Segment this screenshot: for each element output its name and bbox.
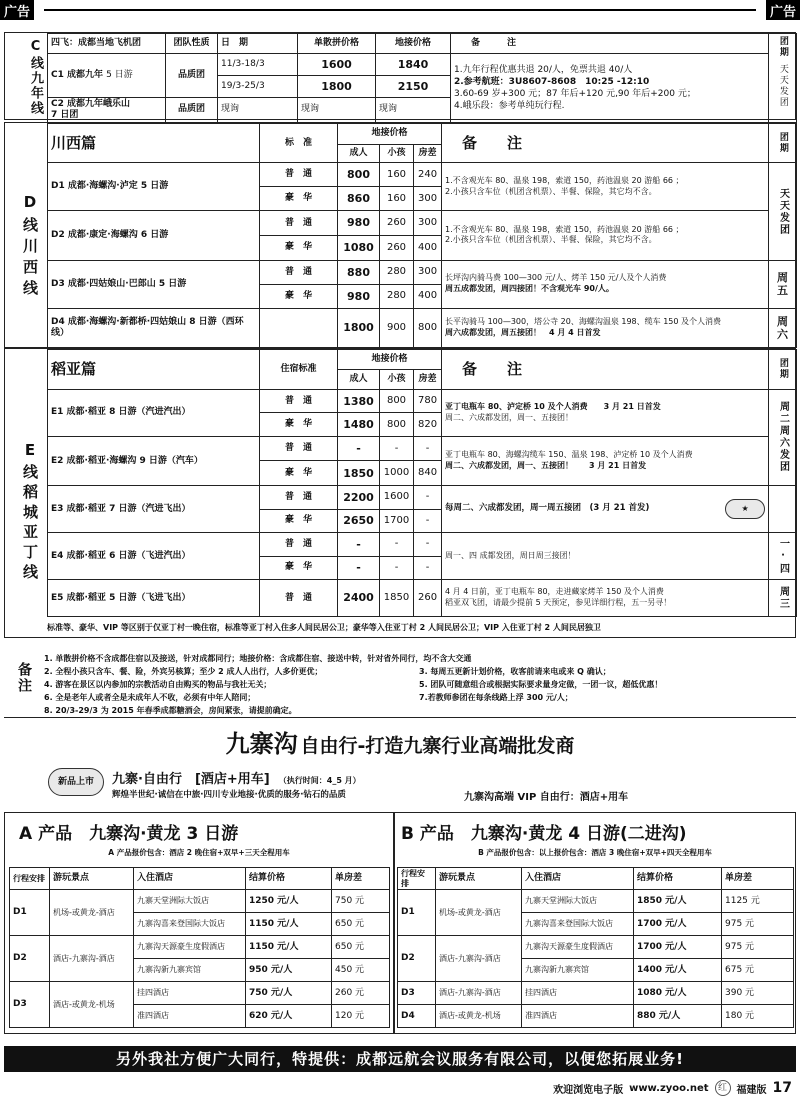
d3-child-2: 280 [380, 284, 414, 308]
d3-room-2: 400 [414, 284, 442, 308]
a-d3: D3 [10, 982, 50, 1028]
a-d2-spot: 酒店-九寨沟-酒店 [50, 936, 134, 982]
e-remark-head: 备 注 [442, 350, 769, 390]
c-line-side-label: C线九年线 [28, 38, 43, 116]
c-h-route: 四飞：成都当地飞机团 [48, 34, 166, 54]
d-child-head: 小孩 [380, 144, 414, 163]
d2-child-1: 260 [380, 211, 414, 236]
c2-date: 现询 [218, 98, 298, 123]
c1-date: 11/3-18/3 [218, 54, 298, 76]
e-price-head: 地接价格 [338, 350, 442, 370]
d-adult-head: 成人 [338, 144, 380, 163]
b-h-room: 单房差 [722, 868, 794, 890]
a-d2-hotel-2: 九寨沟新九寨宾馆 [134, 959, 246, 982]
c-line-section [4, 32, 796, 120]
a-d1-spot: 机场-或黄龙-酒店 [50, 890, 134, 936]
e5-child: 1850 [380, 580, 414, 617]
d-remark-head: 备 注 [442, 124, 769, 163]
e1-remark: 亚丁电瓶车 80、泸定桥 10 及个人消费 3 月 21 日首发 周二、六成都发团，周一、五接团！ [442, 389, 769, 436]
a-d3-price-1: 750 元/人 [246, 982, 332, 1005]
d2-adult-2: 1080 [338, 235, 380, 260]
e3-remark: 每周二、六成都发团，周一周五接团 (3 月 21 首发) ★ [442, 486, 769, 533]
d4-room: 800 [414, 308, 442, 347]
e2-adult-1: - [338, 436, 380, 461]
a-d3-hotel-2: 准四酒店 [134, 1005, 246, 1028]
e4-std-1: 普 通 [260, 533, 338, 557]
product-a-sub: A 产品报价包含：酒店 2 晚住宿+双早+三天全程用车 [108, 848, 290, 857]
a-d3-room-2: 120 元 [332, 1005, 390, 1028]
e-sched-5: 周三 [769, 580, 797, 617]
jzg-headline: 九寨沟 自由行-打造九寨行业高端批发商 [225, 730, 575, 758]
e5-name: E5 成都·稻亚 5 日游（飞进飞出） [48, 580, 260, 617]
e5-std: 普 通 [260, 580, 338, 617]
jzg-vip: 九寨沟高端 VIP 自由行：酒店+用车 [464, 792, 629, 803]
e-line-table [47, 349, 797, 617]
a-h-hotel: 入住酒店 [134, 868, 246, 890]
e3-adult-1: 2200 [338, 486, 380, 510]
d1-adult-2: 860 [338, 187, 380, 211]
e4-room-1: - [414, 533, 442, 557]
e1-room-2: 820 [414, 413, 442, 437]
b-d3-spot: 酒店-九寨沟-酒店 [436, 982, 522, 1005]
e1-room-1: 780 [414, 389, 442, 413]
note-4: 4. 游客在景区以内参加的宗教活动自由购买的物品与我社无关； [44, 680, 272, 689]
d2-std-1: 普 通 [260, 211, 338, 236]
d-std-head: 标 准 [260, 124, 338, 163]
product-b [394, 812, 796, 1034]
d-sched-4: 周六 [769, 308, 797, 347]
d1-std-2: 豪 华 [260, 187, 338, 211]
e-child-head: 小孩 [380, 370, 414, 389]
jzg-brand-row [0, 764, 800, 806]
d4-child: 900 [380, 308, 414, 347]
e4-adult-2: - [338, 556, 380, 580]
d2-name: D2 成都·康定·海螺沟 6 日游 [48, 211, 260, 261]
a-d1-hotel-1: 九寨天堂洲际大饭店 [134, 890, 246, 913]
e4-adult-1: - [338, 533, 380, 557]
d2-std-2: 豪 华 [260, 235, 338, 260]
e2-adult-2: 1850 [338, 461, 380, 486]
d2-adult-1: 980 [338, 211, 380, 236]
d3-child-1: 280 [380, 260, 414, 284]
b-d3-room: 390 元 [722, 982, 794, 1005]
c1-p2: 1840 [376, 54, 451, 76]
d3-adult-1: 880 [338, 260, 380, 284]
page-number: 17 [772, 1080, 792, 1096]
e-std-head: 住宿标准 [260, 350, 338, 390]
jzg-brand: 九寨·自由行 [酒店+用车] （执行时间：4_5 月） [112, 772, 361, 787]
note-3: 3. 每周五更新计划价格，收客前请来电或来 Q 确认； [419, 667, 611, 676]
e4-child-2: - [380, 556, 414, 580]
e3-child-2: 1700 [380, 509, 414, 533]
ad-tag-right: 广告 [766, 0, 800, 20]
c-h-type: 团队性质 [166, 34, 218, 54]
d-room-head: 房差 [414, 144, 442, 163]
b-d1: D1 [398, 890, 436, 936]
e-room-head: 房差 [414, 370, 442, 389]
d-line-section [4, 122, 796, 348]
c-h-remark: 备 注 [451, 34, 769, 54]
c-schedule: 天天发团 [777, 64, 788, 108]
d4-name: D4 成都·海螺沟·新都桥·四姑娘山 8 日游（西环线） [48, 308, 260, 347]
e-sched-4: 一·四 [769, 533, 797, 580]
c-h-p1: 单散拼价格 [298, 34, 376, 54]
c-remark: 1.九年行程优惠共退 20/人，免票共退 40/人 2.参考航班：3U8607-8608 10:25 -12:10 3.60-69 岁+300 元；87 年后+120 元,90 年后+200 元； 4.峨乐段：参考单纯玩行程. [451, 54, 769, 123]
c1-name: C1 成都九年 5 日游 [48, 54, 166, 98]
a-d2-room-1: 650 元 [332, 936, 390, 959]
a-d2-room-2: 450 元 [332, 959, 390, 982]
d-price-head: 地接价格 [338, 124, 442, 145]
d1-room-2: 300 [414, 187, 442, 211]
product-a-table [9, 867, 390, 1028]
d1-std-1: 普 通 [260, 163, 338, 187]
footer-url[interactable]: www.zyoo.net [629, 1082, 709, 1094]
d3-std-2: 豪 华 [260, 284, 338, 308]
e4-name: E4 成都·稻亚 6 日游（飞进汽出） [48, 533, 260, 580]
c-sched-cell: 团期 天天发团 [769, 34, 797, 123]
d3-remark: 长坪沟内骑马费 100—300 元/人、烤羊 150 元/人及个人消费 周五成都发团，周四接团！不含观光车 90/人。 [442, 260, 769, 308]
c2-name: C2 成都九年峨乐山 7 日团 [48, 98, 166, 123]
c-line-table [47, 33, 797, 123]
b-d1-hotel-2: 九寨沟喜来登国际大饭店 [522, 913, 634, 936]
footer [553, 1078, 792, 1098]
b-d2: D2 [398, 936, 436, 982]
b-d2-hotel-1: 九寨沟天源豪生度假酒店 [522, 936, 634, 959]
b-d1-price-1: 1850 元/人 [634, 890, 722, 913]
d2-room-2: 400 [414, 235, 442, 260]
b-d4-room: 180 元 [722, 1005, 794, 1028]
d1-name: D1 成都·海螺沟·泸定 5 日游 [48, 163, 260, 211]
a-d1: D1 [10, 890, 50, 936]
b-d1-spot: 机场-或黄龙-酒店 [436, 890, 522, 936]
e3-child-1: 1600 [380, 486, 414, 510]
b-d1-room-1: 1125 元 [722, 890, 794, 913]
note-1: 1. 单散拼价格不含成都住宿以及接送，针对成都同行；地接价格：含成都住宿、接送中转，针对省外同行，均不含大交通 [44, 654, 472, 663]
c-h-p2: 地接价格 [376, 34, 451, 54]
b-d4-spot: 酒店-或黄龙-机场 [436, 1005, 522, 1028]
d1-child-2: 160 [380, 187, 414, 211]
notes-label: 备注 [16, 662, 32, 694]
top-rule [44, 9, 756, 11]
product-a-title: A 产品 九寨沟·黄龙 3 日游 [19, 824, 239, 844]
e3-adult-2: 2650 [338, 509, 380, 533]
d4-std [260, 308, 338, 347]
c-h-date: 日 期 [218, 34, 298, 54]
c1b-p1: 1800 [298, 76, 376, 98]
product-b-table [397, 867, 794, 1028]
b-d2-price-2: 1400 元/人 [634, 959, 722, 982]
e1-adult-1: 1380 [338, 389, 380, 413]
e4-remark: 周一、四 成都发团，周日周三接团！ [442, 533, 769, 580]
e-adult-head: 成人 [338, 370, 380, 389]
a-h-price: 结算价格 [246, 868, 332, 890]
e-sched-head: 团期 [769, 350, 797, 390]
e1-std-1: 普 通 [260, 389, 338, 413]
b-d4-price: 880 元/人 [634, 1005, 722, 1028]
a-d1-price-1: 1250 元/人 [246, 890, 332, 913]
a-d2-price-1: 1150 元/人 [246, 936, 332, 959]
d1-adult-1: 800 [338, 163, 380, 187]
e-title: 稻亚篇 [48, 350, 260, 390]
d1-remark: 1.不含观光车 80、温泉 198，索道 150，药池温泉 20 游船 66 ； 2.小孩只含车位（机团含机票）、半餐、保险，其它均不含。 [442, 163, 769, 211]
e5-remark: 4 月 4 日前，亚丁电瓶车 80，走进藏家烤羊 150 及个人消费 稻亚双飞团，请最少提前 5 天预定，参见详细行程，五一另寻！ [442, 580, 769, 617]
b-d3: D3 [398, 982, 436, 1005]
b-d2-room-1: 975 元 [722, 936, 794, 959]
product-b-sub: B 产品报价包含：以上报价包含：酒店 3 晚住宿+双早+四天全程用车 [478, 848, 712, 857]
e2-room-1: - [414, 436, 442, 461]
e3-std-1: 普 通 [260, 486, 338, 510]
e2-std-1: 普 通 [260, 436, 338, 461]
e3-room-2: - [414, 509, 442, 533]
e-sched-1: 周二 周六发团 [769, 389, 797, 485]
e1-child-2: 800 [380, 413, 414, 437]
a-d2-price-2: 950 元/人 [246, 959, 332, 982]
d1-child-1: 160 [380, 163, 414, 187]
c1b-p2: 2150 [376, 76, 451, 98]
note-5: 5. 团队可随意组合或根据实际要求量身定做，一团一议，超低优惠！ [419, 680, 663, 689]
d3-std-1: 普 通 [260, 260, 338, 284]
e5-room: 260 [414, 580, 442, 617]
e-line-section [4, 348, 796, 638]
a-h-spot: 游玩景点 [50, 868, 134, 890]
jzg-logo-icon: 新品上市 [48, 768, 104, 796]
e2-child-2: 1000 [380, 461, 414, 486]
note-6: 6. 全是老年人或者全是未成年人不收，必须有中年人陪同； [44, 693, 256, 702]
a-d3-price-2: 620 元/人 [246, 1005, 332, 1028]
b-d2-spot: 酒店-九寨沟-酒店 [436, 936, 522, 982]
c1-type: 品质团 [166, 54, 218, 98]
e-line-side-label: E线稻城亚丁线 [21, 441, 39, 584]
e2-std-2: 豪 华 [260, 461, 338, 486]
a-d1-room-1: 750 元 [332, 890, 390, 913]
c2-type: 品质团 [166, 98, 218, 123]
d-sched-1: 天天发团 [769, 163, 797, 260]
notes-body [44, 652, 794, 717]
d-line-table [47, 123, 797, 348]
a-d2: D2 [10, 936, 50, 982]
d2-remark: 1.不含观光车 80、温泉 198，索道 150，药池温泉 20 游船 66 ； 2.小孩只含车位（机团含机票）、半餐、保险，其它均不含。 [442, 211, 769, 261]
a-d1-price-2: 1150 元/人 [246, 913, 332, 936]
note-2: 2. 全程小孩只含车、餐、险，外宾另核算；至少 2 成人人出行，人多价更优； [44, 667, 323, 676]
d4-adult: 1800 [338, 308, 380, 347]
b-d1-room-2: 975 元 [722, 913, 794, 936]
c1-p1: 1600 [298, 54, 376, 76]
c2-p1: 现询 [298, 98, 376, 123]
c1b-date: 19/3-25/3 [218, 76, 298, 98]
a-h-room: 单房差 [332, 868, 390, 890]
e1-adult-2: 1480 [338, 413, 380, 437]
e2-room-2: 840 [414, 461, 442, 486]
e2-name: E2 成都·稻亚·海螺沟 9 日游（汽车） [48, 436, 260, 485]
b-d1-price-2: 1700 元/人 [634, 913, 722, 936]
d-line-side-label: D线川西线 [21, 193, 39, 301]
b-d4: D4 [398, 1005, 436, 1028]
b-d4-hotel: 准四酒店 [522, 1005, 634, 1028]
a-d2-hotel-1: 九寨沟天源豪生度假酒店 [134, 936, 246, 959]
footer-edition: 福建版 [736, 1084, 767, 1096]
bottom-banner: 另外我社方便广大同行，特提供：成都远航会议服务有限公司，以便您拓展业务! [4, 1046, 796, 1072]
d3-room-1: 300 [414, 260, 442, 284]
e3-name: E3 成都·稻亚 7 日游（汽进飞出） [48, 486, 260, 533]
new-product-logo-icon: ★ [725, 499, 765, 519]
note-7: 7.若教师参团在每条线路上浮 300 元/人； [419, 693, 573, 702]
d2-child-2: 260 [380, 235, 414, 260]
product-a [4, 812, 394, 1034]
a-h-day: 行程安排 [10, 868, 50, 890]
b-h-spot: 游玩景点 [436, 868, 522, 890]
e3-room-1: - [414, 486, 442, 510]
d4-remark: 长平沟骑马 100—300，塔公寺 20、海螺沟温泉 198、缆车 150 及个人消费 周六成都发团，周五接团！ 4 月 4 日首发 [442, 308, 769, 347]
b-d2-hotel-2: 九寨沟新九寨宾馆 [522, 959, 634, 982]
d-sched-head: 团期 [769, 124, 797, 163]
footer-logo-icon: 红 [715, 1080, 731, 1096]
b-d1-hotel-1: 九寨天堂洲际大饭店 [522, 890, 634, 913]
d3-name: D3 成都·四姑娘山·巴郎山 5 日游 [48, 260, 260, 308]
e2-remark: 亚丁电瓶车 80、海螺沟缆车 150、温泉 198、泸定桥 10 及个人消费 周二、六成都发团，周一、五接团！ 3 月 21 日首发 [442, 436, 769, 485]
a-d1-hotel-2: 九寨沟喜来登国际大饭店 [134, 913, 246, 936]
e-footnote: 标准等、豪华、VIP 等区别于仅亚丁村一晚住宿，标准等亚丁村入住多人间民居公卫；豪华等入住亚丁村 2 人间民居公卫；VIP 入住亚丁村 2 人间民居独卫 [47, 623, 601, 632]
e4-room-2: - [414, 556, 442, 580]
b-h-price: 结算价格 [634, 868, 722, 890]
e-sched-3 [769, 486, 797, 533]
d1-room-1: 240 [414, 163, 442, 187]
jzg-slogan: 辉煌半世纪·诚信在中旅·四川专业地接·优质的服务·钻石的品质 [112, 790, 346, 800]
a-d3-room-1: 260 元 [332, 982, 390, 1005]
b-d2-price-1: 1700 元/人 [634, 936, 722, 959]
d-title: 川西篇 [48, 124, 260, 163]
a-d1-room-2: 650 元 [332, 913, 390, 936]
notes-section [4, 648, 796, 718]
b-d2-room-2: 675 元 [722, 959, 794, 982]
e2-child-1: - [380, 436, 414, 461]
c2-p2: 现询 [376, 98, 451, 123]
a-d3-hotel-1: 挂四酒店 [134, 982, 246, 1005]
e1-name: E1 成都·稻亚 8 日游（汽进汽出） [48, 389, 260, 436]
b-d3-hotel: 挂四酒店 [522, 982, 634, 1005]
e4-child-1: - [380, 533, 414, 557]
d2-room-1: 300 [414, 211, 442, 236]
note-8: 8. 20/3-29/3 为 2015 年春季成都糖酒会，房间紧张，请提前确定。 [44, 706, 297, 715]
b-h-hotel: 入住酒店 [522, 868, 634, 890]
e1-std-2: 豪 华 [260, 413, 338, 437]
ad-tag-left: 广告 [0, 0, 34, 20]
footer-welcome: 欢迎浏览电子版 [553, 1084, 624, 1096]
d3-adult-2: 980 [338, 284, 380, 308]
e3-std-2: 豪 华 [260, 509, 338, 533]
product-b-title: B 产品 九寨沟·黄龙 4 日游(二进沟) [401, 824, 687, 844]
a-d3-spot: 酒店-或黄龙-机场 [50, 982, 134, 1028]
d-sched-3: 周五 [769, 260, 797, 308]
e4-std-2: 豪 华 [260, 556, 338, 580]
e5-adult: 2400 [338, 580, 380, 617]
b-h-day: 行程安排 [398, 868, 436, 890]
e1-child-1: 800 [380, 389, 414, 413]
b-d3-price: 1080 元/人 [634, 982, 722, 1005]
